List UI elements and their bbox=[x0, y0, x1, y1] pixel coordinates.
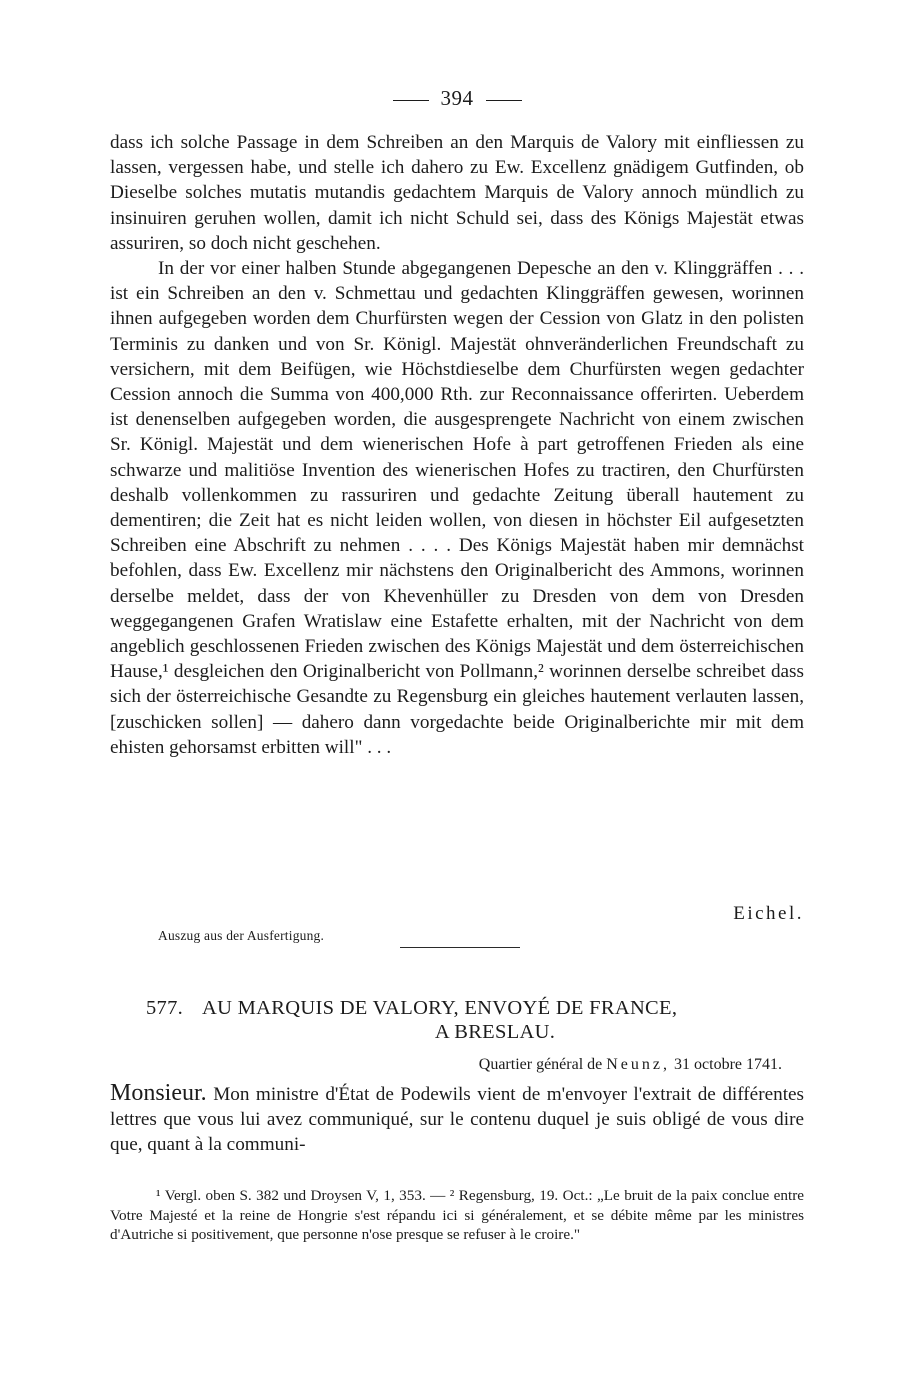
document-title-line2: A BRESLAU. bbox=[434, 1021, 556, 1043]
source-note: Auszug aus der Ausfertigung. bbox=[158, 928, 325, 943]
page-number: 394 bbox=[440, 86, 474, 110]
salutation: Monsieur. bbox=[110, 1080, 207, 1106]
paragraph: In der vor einer halben Stunde abgegangenen Depesche an den v. Klinggräffen . . . ist ein Schreiben an den v. Schmettau und gedachten Klinggräffen gewesen, worinnen ihnen aufgegeben worden dem Churfürsten wegen der Cession von Glatz in den polisten Terminis zu danken und von Sr. Königl. Majestät ohnveränderlichen Freundschaft zu versichern, mit dem Beifügen, wie Höchstdieselbe dem Churfürsten wegen gedachter Cession annoch die Summa von 400,000 Rth. zur Reconnaissance offerirten. Ueberdem ist denenselben aufgegeben worden, die ausgesprengete Nachricht von einem zwischen Sr. Königl. Majestät und dem wienerischen Hofe à part getroffenen Frieden als eine schwarze und malitiöse Invention des wienerischen Hofes zu tractiren, den Churfürsten deshalb vollenkommen zu rassuriren und gedachte Zeitung überall hautement zu dementiren; die Zeit hat es nicht leiden wollen, von diesen in höchster Eil aufgesetzten Schreiben eine Abschrift zu nehmen . . . . Des Königs Majestät haben mir demnächst befohlen, dass Ew. Excellenz mir nächstens den Originalbericht des Ammons, worinnen derselbe meldet, dass der von Khevenhüller zu Dresden von dem von Dresden weggegangenen Grafen Wratislaw eine Estafette erhalten, mit der Nachricht von dem angeblich geschlossenen Frieden zwischen des Königs Majestät und dem österreichischen Hause,¹ desgleichen den Originalbericht von Pollmann,² worinnen derselbe schreibet dass sich der österreichische Gesandte zu Regensburg ein gleiches hautement verlauten lassen, [zuschicken sollen] — dahero dann vorgedachte beide Originalberichte mir mit dem ehisten gehorsamst erbitten will" . . . bbox=[110, 258, 804, 758]
letter-paragraph bbox=[110, 1081, 804, 1158]
letter-body bbox=[110, 1081, 804, 1158]
paragraph-continued: dass ich solche Passage in dem Schreiben an den Marquis de Valory mit einfliessen zu lassen, vergessen habe, und stelle ich dahero zu Ew. Excellenz gnädigem Gutfinden, ob Dieselbe solches mutatis mutandis gedachtem Marquis de Valory annoch mündlich zu insinuiren geruhen wollen, damit ich nicht Schuld sei, dass des Königs Majestät etwas assuriren, so doch nicht geschehen. bbox=[110, 132, 804, 254]
section-divider bbox=[400, 947, 520, 948]
header-dash-right bbox=[486, 100, 522, 101]
running-head bbox=[110, 86, 804, 111]
footnotes bbox=[110, 1186, 804, 1245]
dateline-date: 31 octobre 1741. bbox=[674, 1056, 782, 1073]
letter-text: Mon ministre d'État de Podewils vient de m'envoyer l'extrait de différentes lettres que vous lui avez communiqué, sur le contenu duquel je suis obligé de vous dire que, quant à la communi- bbox=[110, 1084, 805, 1156]
dateline bbox=[479, 1056, 782, 1074]
dateline-place: Neunz, bbox=[606, 1056, 671, 1073]
footnote: ¹ Vergl. oben S. 382 und Droysen V, 1, 353. — ² Regensburg, 19. Oct.: „Le bruit de la paix conclue entre Votre Majesté et la reine de Hongrie s'est répandu ici si généralement, et se débite même par les ministres d'Autriche si positivement, que personne n'ose presque se refuser à le croire." bbox=[110, 1187, 804, 1244]
header-dash-left bbox=[393, 100, 429, 101]
document-title-line1: AU MARQUIS DE VALORY, ENVOYÉ DE FRANCE, bbox=[202, 997, 678, 1019]
signature: Eichel. bbox=[733, 903, 804, 924]
main-text bbox=[110, 130, 804, 760]
document-heading bbox=[146, 996, 786, 1044]
document-number: 577. bbox=[146, 997, 184, 1019]
dateline-prefix: Quartier général de bbox=[478, 1056, 603, 1073]
